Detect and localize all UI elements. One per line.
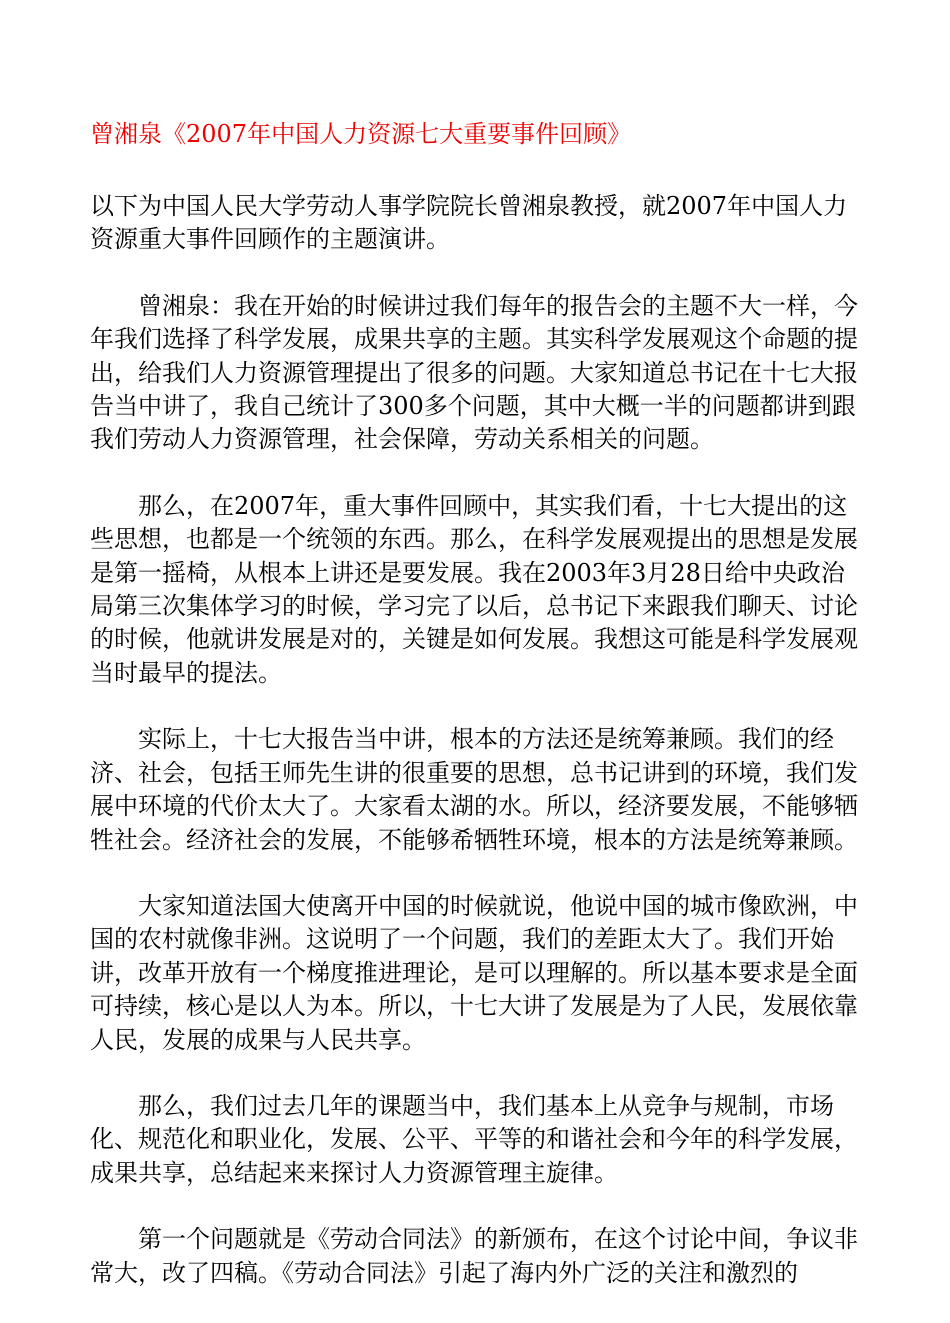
body-paragraph-2: 那么，在2007年，重大事件回顾中，其实我们看，十七大提出的这些思想，也都是一个统领的东西。那么，在科学发展观提出的思想是发展是第一摇椅，从根本上讲还是要发展。我在2003年3月28日给中央政治局第三次集体学习的时候，学习完了以后，总书记下来跟我们聊天、讨论的时候，他就讲发展是对的，关键是如何发展。我想这可能是科学发展观当时最早的提法。	[90, 491, 858, 687]
body-paragraph-1: 曾湘泉：我在开始的时候讲过我们每年的报告会的主题不大一样，今年我们选择了科学发展，成果共享的主题。其实科学发展观这个命题的提出，给我们人力资源管理提出了很多的问题。大家知道总书记在十七大报告当中讲了，我自己统计了300多个问题，其中大概一半的问题都讲到跟我们劳动人力资源管理，社会保障，劳动关系相关的问题。	[90, 291, 858, 454]
document-body	[90, 114, 865, 1323]
document-title: 曾湘泉《2007年中国人力资源七大重要事件回顾》	[90, 120, 632, 148]
body-paragraph-6: 第一个问题就是《劳动合同法》的新颁布，在这个讨论中间，争议非常大，改了四稿。《劳动合同法》引起了海内外广泛的关注和激烈的	[90, 1225, 858, 1287]
body-paragraph-4: 大家知道法国大使离开中国的时候就说，他说中国的城市像欧洲，中国的农村就像非洲。这说明了一个问题，我们的差距太大了。我们开始讲，改革开放有一个梯度推进理论，是可以理解的。所以基本要求是全面可持续，核心是以人为本。所以，十七大讲了发展是为了人民，发展依靠人民，发展的成果与人民共享。	[90, 891, 858, 1054]
intro-paragraph: 以下为中国人民大学劳动人事学院院长曾湘泉教授，就2007年中国人力资源重大事件回顾作的主题演讲。	[90, 192, 848, 254]
body-paragraph-3: 实际上，十七大报告当中讲，根本的方法还是统筹兼顾。我们的经济、社会，包括王师先生讲的很重要的思想，总书记讲到的环境，我们发展中环境的代价太大了。大家看太湖的水。所以，经济要发展，不能够牺牲社会。经济社会的发展，不能够希牺牲环境，根本的方法是统筹兼顾。	[90, 725, 858, 854]
body-paragraph-5: 那么，我们过去几年的课题当中，我们基本上从竞争与规制，市场化、规范化和职业化，发展、公平、平等的和谐社会和今年的科学发展，成果共享，总结起来来探讨人力资源管理主旋律。	[90, 1091, 858, 1187]
